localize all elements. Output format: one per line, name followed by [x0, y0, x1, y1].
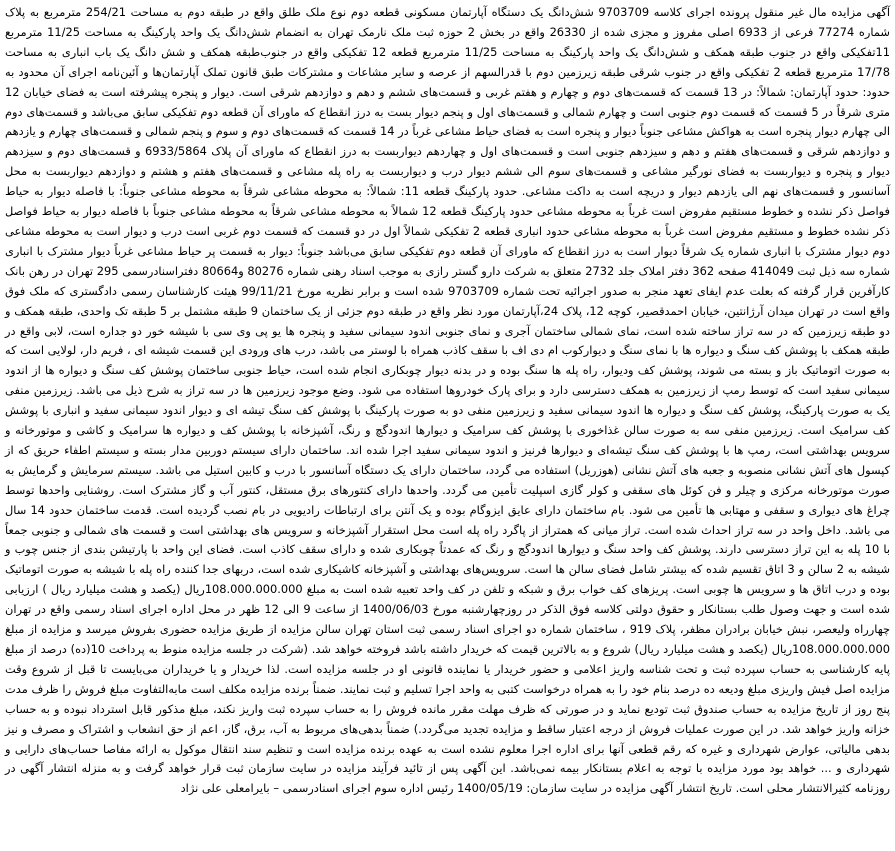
auction-notice-body: آگهی مزایده مال غیر منقول پرونده اجرای کلاسه 9703709 شش‌دانگ یک دستگاه آپارتمان مسکونی قطعه دوم نوع ملک طلق واقع در طبقه دوم به مساحت 254/21 مترمربع به پلاک شماره 77274 فرعی از 6933 اصلی مفروز و مجزی شده از 26330 واقع در بخش 2 حوزه ثبت ملک نارمک تهران به انضمام شش‌دانگ یک واحد پارکینگ به مساحت 11/25 مترمربع 11تفکیکی واقع در جنوب طبقه همکف و شش‌دانگ یک واحد پارکینگ به مساحت 11/25 مترمربع قطعه 12 تفکیکی واقع در جنوب‌طبقه همکف و شش دانگ یک باب انباری به مساحت 17/78 مترمربع قطعه 2 تفکیکی واقع در جنوب شرقی طبقه زیرزمین دوم با قدرالسهم از عرصه و سایر مشاعات و مشترکات طبق قانون تملک آپارتمان‌ها و آئین‌نامه اجرای آن محدود به حدود: حدود آپارتمان: شمالاً: در 13 قسمت که قسمت‌های دوم و چهارم و هفتم غربی و قسمت‌های ششم و دهم و دوازدهم شرقی است. دیوار و پنجره پیشرفته است به فضای خیابان 12 متری شرقاً در 5 قسمت که قسمت دوم جنوبی است و چهارم شمالی و قسمت‌های اول و پنجم دیوار بست به درز انقطاع که ماورای آن قطعه دوم تفکیکی سابق می‌باشد و قسمت‌های دوم الی چهارم دیوار پنجره است به هواکش مشاعی جنوباً دیوار و پنجره است به فضای حیاط مشاعی غرباً در 14 قسمت که قسمت‌های دوم و سوم و پنجم شمالی و قسمت‌های چهارم و یازدهم و دوازدهم شرقی و قسمت‌های هفتم و دهم و سیزدهم جنوبی است و قسمت‌های اول و چهاردهم دیواربست به درز انقطاع که ماورای آن پلاک 6933/5864 و قسمت‌های دوم و سیزدهم دیوار و پنجره و دیواربست به فضای نورگیر مشاعی و قسمت‌های سوم الی ششم دیوار درب و دیواربست به راه پله مشاعی و قسمت‌های هفتم و هشتم و دوازدهم دیواربست به محل آسانسور و قسمت‌های نهم الی یازدهم دیوار و دریچه است به داکت مشاعی. حدود پارکینگ قطعه 11: شمالاً: به محوطه مشاعی شرقاً به محوطه مشاعی جنوباً: با فاصله دیوار به حیاط فواصل ذکر نشده و خطوط مستقیم مفروض است غرباً به محوطه مشاعی حدود پارکینگ قطعه 12 شمالاً به محوطه مشاعی شرقاً به محوطه مشاعی جنوباً با فاصله دیوار به حیاط فواصل ذکر نشده خطوط و مستقیم مفروض است غرباً به محوطه مشاعی حدود انباری قطعه 2 تفکیکی شمالاً اول در دو قسمت که قسمت دوم غربی است درب و دیوار است به محوطه مشاعی دوم دیوار مشترک با انباری شماره یک شرقاً دیوار است به درز انقطاع که ماورای آن قطعه دوم تفکیکی سابق می‌باشد جنوباً: دیوار به قسمت پر حیاط مشاعی غرباً دیوار مشترک با انباری شماره سه ذیل ثبت 414049 صفحه 362 دفتر املاک جلد 2732 متعلق به شرکت دارو گستر رازی به موجب اسناد رهنی شماره 80276 و80664 دفتراسنادرسمی 295 تهران در رهن بانک کارآفرین قرار گرفته که بعلت عدم ایفای تعهد منجر به صدور اجرائیه تحت شماره 9703709 شده است و برابر نظریه مورخ 99/11/21 هیئت کارشناسان رسمی دادگستری که ملک فوق واقع است در تهران میدان آرژانتین، خیابان احمدقصیر، کوچه 12، پلاک 24،آپارتمان مورد نظر واقع در طبقه دوم جزئی از یک ساختمان 9 طبقه مشتمل بر 5 طبقه تک واحدی، طبقه همکف و دو طبقه زیرزمین که در سه تراز ساخته شده است، نمای شمالی ساختمان آجری و نمای جنوبی اندود سیمانی سفید و پنجره ها یو پی وی سی با شیشه خور دو جداره است، لابی واقع در طبقه همکف با پوشش کف سنگ و دیواره ها با نمای سنگ و دیوارکوب ام دی اف با سقف کاذب همراه با لوستر می باشد، درب های ورودی این قسمت شیشه ای ، فریم دار، لولایی است که به صورت اتوماتیک باز و بسته می شوند، پوشش کف ودیوار، راه پله ها سنگ بوده و در بدنه دیوار چوبکاری انجام شده است، حیاط جنوبی ساختمان پوشش کف سنگ و دیواره ها از اندود سیمانی سفید است که توسط رمپ از زیرزمین به همکف دسترسی دارد و برای پارک خودروها استفاده می شود. وضع موجود زیرزمین ها در سه تراز به شرح ذیل می باشد. زیرزمین منفی یک به صورت پارکینگ، پوشش کف سنگ و دیواره ها اندود سیمانی سفید و زیرزمین منفی دو به صورت پارکینگ با پوشش کف سنگ تیشه ای و دیوار اندود سیمانی سفید و انباری با پوشش کف سرامیک است. زیرزمین منفی سه به صورت سالن غذاخوری با پوشش کف سرامیک و دیوارها اندودگچ و رنگ، آشپزخانه با پوشش کف و دیواره ها سرامیک و کاشی و موتورخانه و سرویس بهداشتی است، رمپ ها با پوشش کف سنگ تیشه‌ای و دیوارها فرنیز و اندود سیمانی سفید اجرا شده اند. ساختمان دارای سیستم دوربین مدار بسته و سیستم اطفاء حریق که از کپسول های آتش نشانی منصوبه و جعبه های آتش نشانی (هوزریل) استفاده می گردد، ساختمان دارای یک دستگاه آسانسور با درب و کابین استیل می باشد. سیستم سرمایش و گرمایش به صورت موتورخانه مرکزی و چیلر و فن کوئل های سقفی و کولر گازی اسپلیت تأمین می گردد. واحدها دارای کنتورهای برق مستقل، کنتور آب و گاز مشترک است. روشنایی واحدها توسط چراغ های دیواری و سقفی و مهتابی ها تأمین می شود. بام ساختمان دارای عایق ایزوگام بوده و یک آنتن برای ارتباطات رادیویی در بام نصب گردیده است. قدمت ساختمان حدود 14 سال می باشد. داخل واحد در سه تراز احداث شده است. تراز میانی که همتراز از پاگرد راه پله است محل استقرار آشپزخانه و سرویس های بهداشتی است و قسمت های شمالی و جنوبی جمعاً با 10 پله به این تراز دسترسی دارند. پوشش کف واحد سنگ و دیوارها اندودگچ و رنگ که عمدتاً چوبکاری شده و دارای سقف کاذب است. فضای این واحد با پارتیشن بندی از جنس چوب و شیشه به 2 سالن و 3 اتاق تقسیم شده که بیشتر شامل فضای سالن ها است. سرویس‌های بهداشتی و آشپزخانه کاشیکاری شده است، دربهای جدا کننده راه پله با شیشه به صورت اتوماتیک بوده و درب اتاق ها و سرویس ها چوبی است. پریزهای کف خواب برق و شبکه و تلفن در کف واحد تعبیه شده است به مبلغ 108.000.000.000ریال (یکصد و هشت میلیارد ریال ) ارزیابی شده است و جهت وصول طلب بستانکار و حقوق دولتی کلاسه فوق الذکر در روزچهارشنبه مورخ 1400/06/03 از ساعت 9 الی 12 ظهر در محل اداره اجرای اسناد رسمی واقع در تهران چهارراه ولیعصر، نبش خیابان برادران مظفر، پلاک 919 ، ساختمان شماره دو اجرای اسناد رسمی ثبت استان تهران سالن مزایده از طریق مزایده حضوری بفروش میرسد و مزایده از مبلغ 108.000.000.000ریال (یکصد و هشت میلیارد ریال) شروع و به بالاترین قیمت که خریدار داشته باشد فروخته خواهد شد. (شرکت در جلسه مزایده منوط به پرداخت 10(ده) درصد از مبلغ پایه کارشناسی به حساب سپرده ثبت و تحت شناسه واریز اعلامی و حضور خریدار یا نماینده قانونی او در جلسه مزایده است. لذا خریدار و یا خریداران می‌بایست تا قبل از شروع وقت مزایده اصل فیش واریزی مبلغ ودیعه ده درصد بنام خود را به همراه درخواست کتبی به واحد اجرا تسلیم و ثبت نمایند. ضمناً برنده مزایده مکلف است مابه‌التفاوت مبلغ فروش را ظرف مدت پنج روز از تاریخ مزایده به حساب صندوق ثبت تودیع نماید و در صورتی که ظرف مهلت مقرر مانده فروش را به حساب سپرده ثبت واریز نکند، مبلغ مذکور قابل استرداد نبوده و به حساب خزانه واریز خواهد شد. در این صورت عملیات فروش از درجه اعتبار ساقط و مزایده تجدید می‌گردد.) ضمناً بدهی‌های مربوط به آب، برق، گاز، اعم از حق انشعاب و اشتراک و مصرف و نیز بدهی مالیاتی، عوارض شهرداری و غیره که رقم قطعی آنها برای اداره اجرا معلوم نشده است به عهده برنده مزایده است و تنظیم سند انتقال موکول به ارائه مفاصا حساب‌های دارایی و شهرداری و ... خواهد بود مورد مزایده با توجه به اعلام بستانکار بیمه نمی‌باشد. این آگهی پس از تائید فرآیند مزایده در سایت سازمان ثبت قرار خواهد گرفت و به منزله انتشار آگهی در روزنامه کثیرالانتشار محلی است. تاریخ انتشار آگهی مزایده در سایت سازمان: 1400/05/19 رئیس اداره سوم اجرای اسنادرسمی – بایرامعلی علی نژاد — [5, 5, 891, 796]
